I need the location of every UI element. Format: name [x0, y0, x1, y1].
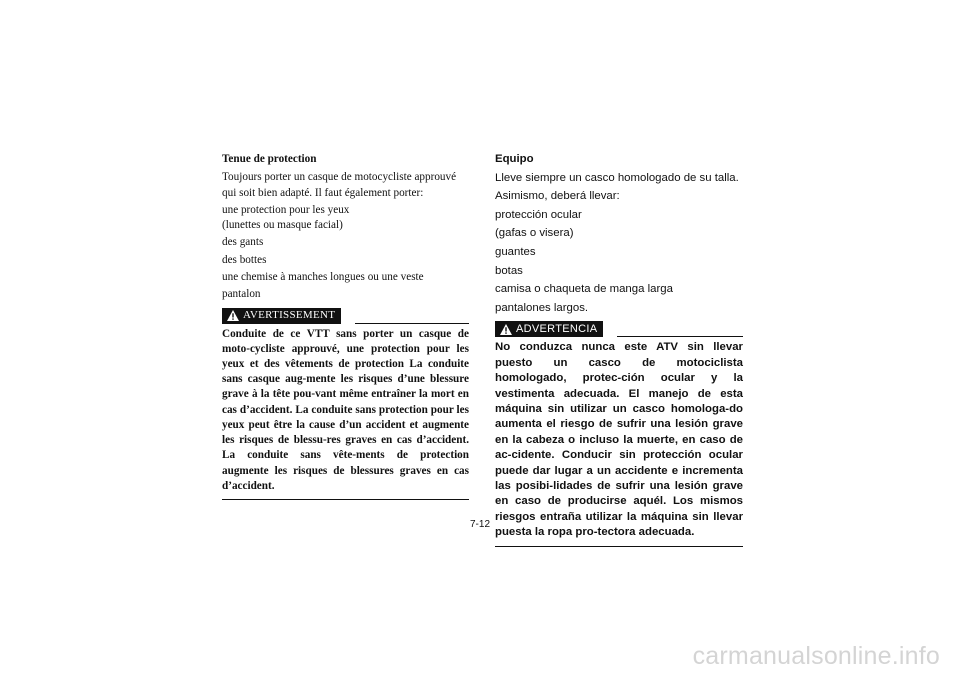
french-warning-label: AVERTISSEMENT: [243, 309, 336, 322]
spanish-item-pants: pantalones largos.: [495, 301, 589, 314]
french-warning-header: [222, 308, 469, 324]
warning-triangle-icon: [500, 324, 512, 335]
spanish-warning-end-rule: [495, 546, 743, 547]
spanish-column: [495, 152, 743, 547]
spanish-warning-rule: [617, 336, 743, 337]
spanish-item-shirt: camisa o chaqueta de manga larga: [495, 283, 673, 296]
french-warning-end-rule: [222, 499, 469, 500]
spanish-section-title: Equipo: [495, 153, 534, 165]
french-warning-text: Conduite de ce VTT sans porter un casque de moto-cycliste approuvé, une protection pour les yeux et des vêtements de protection La conduite sans casque aug-mente les risques d’une blessure grave à la tête pou-vant même entraîner la mort en cas d’accident. La conduite sans protection pour les yeux peut être la cause d’un accident et augmente les risques de blessu-res graves en cas d’accident. La conduite sans vête-ments de protection augmente les risques de blessures graves en cas d’accident.: [222, 327, 469, 492]
warning-triangle-icon: [227, 310, 239, 321]
spanish-item-eye-protection-detail: (gafas o visera): [495, 227, 574, 240]
spanish-item-boots: botas: [495, 264, 523, 277]
french-warning-rule: [355, 323, 469, 324]
spanish-intro: Lleve siempre un casco homologado de su talla.: [495, 171, 739, 184]
french-item-pants: pantalon: [222, 288, 261, 301]
spanish-warning-header: [495, 321, 743, 337]
french-item-boots: des bottes: [222, 253, 267, 266]
french-item-eye-protection: une protection pour les yeux: [222, 203, 350, 216]
spanish-item-eye-protection: protección ocular: [495, 208, 582, 221]
french-item-gloves: des gants: [222, 236, 264, 249]
french-section-title: Tenue de protection: [222, 153, 317, 165]
spanish-also-wear: Asimismo, deberá llevar:: [495, 190, 620, 203]
page-number: 7-12: [470, 519, 491, 530]
spanish-warning-text: No conduzca nunca este ATV sin llevar puesto un casco de motociclista homologado, protec-ción ocular y la vestimenta adecuada. El manejo de esta máquina sin utilizar un casco homologa-do aumenta el riesgo de sufrir una lesión grave en la cabeza o incluso la muerte, en caso de ac-cidente. Conducir sin protección ocular puede dar lugar a un accidente e incrementa las posibi-lidades de sufrir una lesión grave en caso de producirse aquél. Los mismos riesgos entraña utilizar la máquina sin llevar puesta la ropa pro-tectora adecuada.: [495, 341, 743, 539]
spanish-item-gloves: guantes: [495, 245, 536, 258]
french-intro: Toujours porter un casque de motocycliste approuvé qui soit bien adapté. Il faut également porter:: [222, 171, 457, 199]
french-item-shirt: une chemise à manches longues ou une veste: [222, 271, 424, 284]
french-item-eye-protection-detail: (lunettes ou masque facial): [222, 219, 343, 232]
french-column: [222, 152, 469, 500]
spanish-warning-badge: [495, 321, 603, 337]
french-warning-badge: [222, 308, 341, 324]
watermark-text: carmanualsonline.info: [692, 642, 940, 670]
spanish-warning-label: ADVERTENCIA: [516, 322, 598, 335]
